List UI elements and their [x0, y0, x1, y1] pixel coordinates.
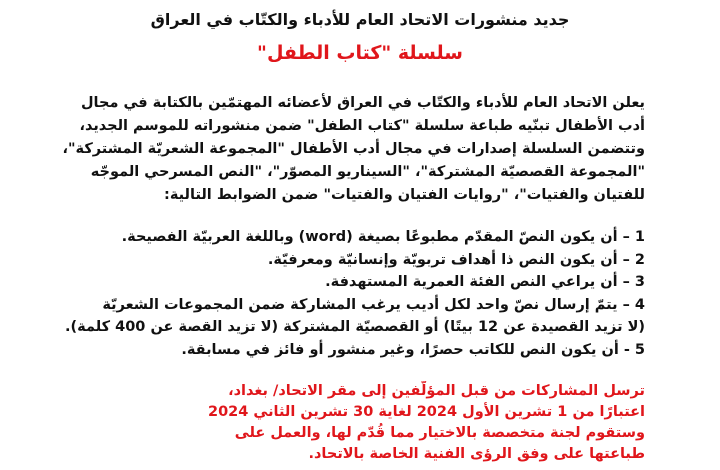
intro-line: يعلن الاتحاد العام للأدباء والكتّاب في العراق لأعضائه المهتمّين بالكتابة في مجال — [80, 95, 645, 111]
intro-paragraph — [20, 92, 645, 207]
series-title: سلسلة "كتاب الطفل" — [257, 42, 463, 64]
rule-item: 4 – يتمّ إرسال نصّ واحد لكل أديب يرغب المشاركة ضمن المجموعات الشعريّة — [102, 296, 645, 313]
rule-item: 3 – أن يراعي النص الفئة العمرية المستهدفة. — [325, 274, 645, 290]
intro-line: وتتضمن السلسلة إصدارات في مجال أدب الأطفال "المجموعة الشعريّة المشتركة"، — [62, 141, 645, 157]
rule-item: 1 – أن يكون النصّ المقدّم مطبوعًا بصيغة (word) وباللغة العربيّة الفصيحة. — [121, 229, 645, 245]
rules-list — [20, 226, 645, 361]
submission-line: وستقوم لجنة متخصصة بالاختيار مما قُدّم لها، والعمل على — [234, 425, 645, 441]
intro-line: للفتيان والفتيات"، "روايات الفتيان والفتيات" ضمن الضوابط التالية: — [164, 187, 645, 203]
submission-line: اعتبارًا من 1 تشرين الأول 2024 لغاية 30 تشرين الثاني 2024 — [208, 404, 645, 420]
rule-item: 5 - أن يكون النص للكاتب حصرًا، وغير منشور أو فائز في مسابقة. — [181, 341, 645, 358]
submission-note — [20, 381, 645, 465]
intro-line: أدب الأطفال تبنّيه طباعة سلسلة "كتاب الطفل" ضمن منشوراته للموسم الجديد، — [79, 118, 645, 134]
submission-line: طباعتها على وفق الرؤى الفنية الخاصة بالاتحاد. — [308, 446, 645, 462]
intro-line: "المجموعة القصصيّة المشتركة"، "السيناريو المصوّر"، "النص المسرحي الموجّه — [90, 164, 645, 180]
header-line: جديد منشورات الاتحاد العام للأدباء والكتّاب في العراق — [150, 10, 570, 29]
rule-item: 2 – أن يكون النص ذا أهداف تربويّة وإنسانيّة ومعرفيّة. — [267, 251, 645, 268]
submission-line: ترسل المشاركات من قبل المؤلّفين إلى مقر الاتحاد/ بغداد، — [228, 383, 645, 399]
rule-item-continuation: (لا تزيد القصيدة عن 12 بيتًا) أو القصصيّة المشتركة (لا تزيد القصة عن 400 كلمة). — [65, 319, 645, 335]
